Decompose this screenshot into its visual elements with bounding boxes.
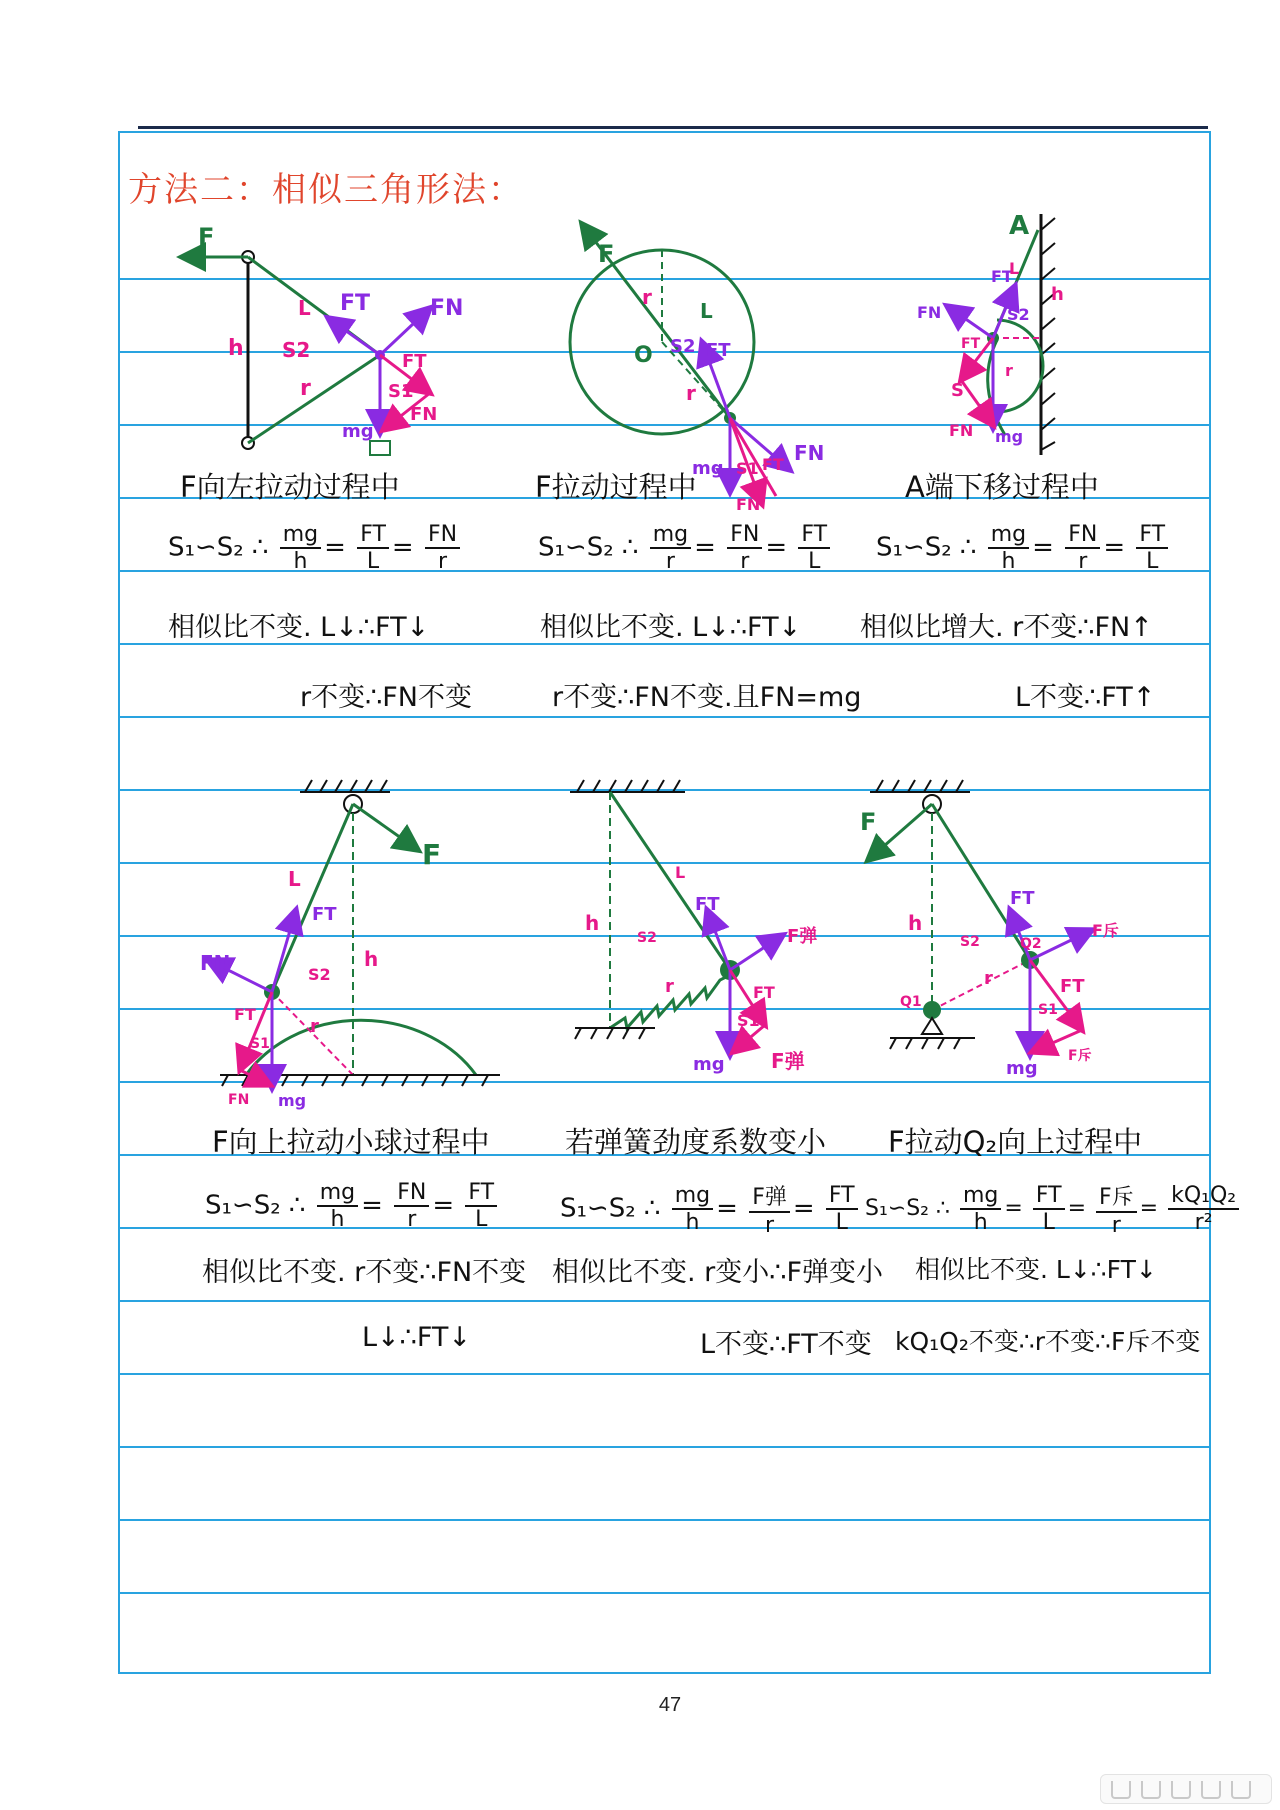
weight-block — [370, 441, 390, 455]
rope-L — [932, 804, 1030, 960]
formula-prefix: S₁∽S₂ ∴ — [876, 532, 977, 563]
label-FN: FN — [794, 441, 825, 465]
force-FT — [328, 318, 380, 355]
top-rule — [138, 126, 1208, 129]
page-number: 47 — [658, 1694, 682, 1716]
label-FT: FT — [1010, 888, 1035, 909]
ceiling — [300, 780, 390, 792]
label-FT-triangle: FT — [961, 336, 981, 352]
fraction: $\frac{FN}{r}$ — [425, 522, 460, 574]
toggle-icon — [1111, 1781, 1131, 1799]
fraction: $\frac{FN}{r}$ — [1065, 522, 1100, 574]
fraction: $\frac{FN}{r}$ — [394, 1180, 429, 1232]
page-title: 方法二：相似三角形法： — [128, 170, 524, 210]
label-S1: S1 — [1038, 1002, 1058, 1018]
conclusion-5-line1: 相似比不变. r变小∴F弹变小 — [552, 1257, 883, 1288]
conclusion-2-line1: 相似比不变. L↓∴FT↓ — [540, 612, 802, 643]
conclusion-2-line2: r不变∴FN不变.且FN=mg — [552, 682, 862, 713]
label-F-repulsion: F斥 — [1092, 921, 1119, 940]
label-FT: FT — [312, 904, 337, 925]
label-mg: mg — [995, 427, 1024, 446]
fraction: $\frac{FT}{L}$ — [1136, 522, 1168, 574]
label-L: L — [700, 299, 713, 323]
label-mg: mg — [278, 1091, 307, 1110]
label-FN-triangle: FN — [228, 1092, 250, 1108]
label-r: r — [300, 376, 311, 401]
conclusion-6-line1: 相似比不变. L↓∴FT↓ — [915, 1255, 1157, 1284]
formula-4: S₁∽S₂ ∴ $\frac{mg}{h}$ = $\frac{FN}{r}$ = $\frac{FT}{L}$ — [205, 1180, 500, 1232]
label-L: L — [288, 867, 301, 891]
diagram-1 — [170, 215, 464, 465]
label-F: F — [860, 808, 877, 836]
label-F: F — [598, 240, 615, 268]
label-r: r — [310, 1016, 319, 1037]
label-mg: mg — [692, 458, 724, 479]
ground — [575, 1028, 655, 1039]
conclusion-4-line1: 相似比不变. r不变∴FN不变 — [202, 1257, 527, 1288]
label-O: O — [634, 343, 653, 368]
formula-prefix: S₁∽S₂ ∴ — [205, 1190, 306, 1221]
ruled-line — [118, 1519, 1211, 1521]
label-S1: S1 — [737, 1011, 760, 1030]
fraction: $\frac{\text{F斥}}{r}$ — [1096, 1180, 1137, 1238]
fraction: $\frac{\text{kQ₁Q₂}}{\text{r²}}$ — [1168, 1183, 1239, 1235]
conclusion-4-line2: L↓∴FT↓ — [362, 1322, 472, 1353]
label-F: F — [422, 838, 442, 871]
label-S2: S2 — [282, 338, 311, 362]
force-FT — [272, 910, 296, 992]
fraction: $\frac{FT}{L}$ — [826, 1183, 858, 1235]
view-toggle[interactable] — [1100, 1774, 1272, 1804]
fraction: $\frac{FN}{r}$ — [727, 522, 762, 574]
diagram-6 — [860, 770, 1160, 1100]
fraction: $\frac{FT}{L}$ — [1033, 1183, 1065, 1235]
formula-2: S₁∽S₂ ∴ $\frac{mg}{r}$ = $\frac{FN}{r}$ = $\frac{FT}{L}$ — [538, 522, 833, 574]
fraction: $\frac{mg}{h}$ — [280, 522, 321, 574]
label-S: S — [951, 380, 964, 401]
conclusion-1-line1: 相似比不变. L↓∴FT↓ — [168, 612, 430, 643]
label-r: r — [1005, 361, 1013, 380]
label-FT: FT — [706, 340, 731, 361]
label-r: r — [984, 968, 993, 989]
label-F-spring-triangle: F弹 — [771, 1049, 805, 1073]
caption-6: F拉动Q₂向上过程中 — [888, 1125, 1143, 1159]
stand — [922, 1018, 942, 1034]
label-FT-triangle: FT — [762, 455, 784, 474]
fraction: $\frac{mg}{h}$ — [317, 1180, 358, 1232]
caption-1: F向左拉动过程中 — [180, 470, 400, 504]
caption-5: 若弹簧劲度系数变小 — [565, 1125, 827, 1159]
formula-3: S₁∽S₂ ∴ $\frac{mg}{h}$ = $\frac{FN}{r}$ = $\frac{FT}{L}$ — [876, 522, 1171, 574]
conclusion-3-line2: L不变∴FT↑ — [1015, 682, 1156, 713]
label-F-spring: F弹 — [787, 926, 818, 947]
label-h: h — [228, 336, 244, 361]
ruled-line — [118, 1446, 1211, 1448]
label-FN: FN — [917, 303, 942, 322]
formula-prefix: S₁∽S₂ ∴ — [560, 1193, 661, 1224]
label-L: L — [298, 296, 311, 320]
conclusion-5-line2: L不变∴FT不变 — [700, 1329, 872, 1360]
fraction: $\frac{FT}{L}$ — [357, 522, 389, 574]
distance-r — [932, 960, 1030, 1010]
label-FN-triangle: FN — [736, 495, 761, 514]
fraction: $\frac{FT}{L}$ — [798, 522, 830, 574]
ground — [890, 1038, 975, 1049]
label-FT-triangle: FT — [1060, 976, 1085, 997]
label-r: r — [665, 976, 674, 997]
label-FT-triangle: FT — [402, 351, 427, 372]
conclusion-1-line2: r不变∴FN不变 — [300, 682, 473, 713]
formula-prefix: S₁∽S₂ ∴ — [865, 1196, 950, 1221]
hemisphere — [246, 1020, 476, 1075]
force-F — [868, 804, 932, 860]
label-S2: S2 — [960, 934, 980, 950]
ruled-line — [118, 1592, 1211, 1594]
label-FT-triangle: FT — [753, 983, 775, 1002]
toggle-icon — [1141, 1781, 1161, 1799]
label-h: h — [1051, 284, 1064, 305]
label-L: L — [675, 863, 686, 882]
label-mg: mg — [342, 421, 374, 442]
label-FN: FN — [200, 951, 231, 975]
label-FN-triangle: FN — [410, 404, 438, 425]
rope-L — [272, 804, 353, 992]
label-r: r — [642, 285, 652, 309]
label-h: h — [585, 911, 600, 935]
label-h: h — [364, 947, 379, 971]
ceiling — [570, 780, 685, 792]
arc-track — [997, 320, 1043, 412]
formula-5: S₁∽S₂ ∴ $\frac{mg}{h}$ = $\frac{\text{F弹}}{r}$ = $\frac{FT}{L}$ — [560, 1180, 861, 1238]
label-S1: S1 — [388, 381, 414, 402]
fraction: $\frac{mg}{r}$ — [650, 522, 691, 574]
force-F — [353, 804, 418, 850]
label-S2: S2 — [637, 930, 657, 946]
label-L: L — [1009, 259, 1020, 278]
formula-6: S₁∽S₂ ∴ $\frac{mg}{h}$ = $\frac{FT}{L}$ = $\frac{\text{F斥}}{r}$ = $\frac{\text{kQ₁Q₂}}{\text{r²}}$ — [865, 1180, 1242, 1238]
formula-prefix: S₁∽S₂ ∴ — [538, 532, 639, 563]
caption-2: F拉动过程中 — [535, 470, 697, 504]
formula-1: S₁∽S₂ ∴ $\frac{mg}{h}$ = $\frac{FT}{L}$ = $\frac{FN}{r}$ — [168, 522, 463, 574]
ruled-line — [118, 1300, 1211, 1302]
label-A: A — [1009, 211, 1030, 241]
label-FT: FT — [340, 291, 371, 316]
toggle-icon — [1231, 1781, 1251, 1799]
diagram-3 — [905, 210, 1065, 460]
label-h: h — [908, 911, 923, 935]
fraction: $\frac{mg}{h}$ — [672, 1183, 713, 1235]
force-FN — [947, 306, 993, 338]
label-Q2: Q2 — [1020, 936, 1042, 952]
fraction: $\frac{mg}{h}$ — [988, 522, 1029, 574]
fraction: $\frac{\text{F弹}}{r}$ — [749, 1180, 790, 1238]
fraction: $\frac{mg}{h}$ — [960, 1183, 1001, 1235]
label-FN: FN — [430, 296, 464, 321]
caption-4: F向上拉动小球过程中 — [212, 1125, 490, 1159]
conclusion-6-line2: kQ₁Q₂不变∴r不变∴F斥不变 — [895, 1327, 1201, 1356]
ruled-line — [118, 1373, 1211, 1375]
label-Q1: Q1 — [900, 994, 922, 1010]
label-mg: mg — [1006, 1058, 1038, 1079]
label-FT: FT — [695, 894, 720, 915]
label-F-repulsion-triangle: F斥 — [1068, 1048, 1092, 1064]
force-F-spring — [730, 935, 783, 970]
label-S1: S1 — [736, 459, 759, 478]
label-FT: FT — [991, 267, 1013, 286]
label-FN-triangle: FN — [949, 421, 974, 440]
rope-L — [610, 792, 730, 970]
caption-3: A端下移过程中 — [905, 470, 1099, 504]
diagram-5 — [565, 770, 865, 1100]
label-S2: S2 — [670, 336, 696, 357]
diagram-4 — [200, 770, 520, 1120]
wall-hatching — [1041, 218, 1055, 450]
formula-prefix: S₁∽S₂ ∴ — [168, 532, 269, 563]
label-FT-triangle: FT — [234, 1005, 256, 1024]
toggle-icon — [1171, 1781, 1191, 1799]
ruled-line — [118, 716, 1211, 718]
label-r-lower: r — [686, 381, 696, 405]
force-FN — [380, 308, 430, 355]
conclusion-3-line1: 相似比增大. r不变∴FN↑ — [860, 612, 1153, 643]
label-S2: S2 — [1007, 305, 1030, 324]
label-mg: mg — [693, 1054, 725, 1075]
label-S2: S2 — [308, 965, 331, 984]
label-F: F — [198, 223, 215, 251]
triangle-FT — [240, 992, 272, 1070]
toggle-icon — [1201, 1781, 1221, 1799]
label-S1: S1 — [250, 1036, 270, 1052]
fraction: $\frac{FT}{L}$ — [465, 1180, 497, 1232]
ceiling — [870, 780, 970, 792]
